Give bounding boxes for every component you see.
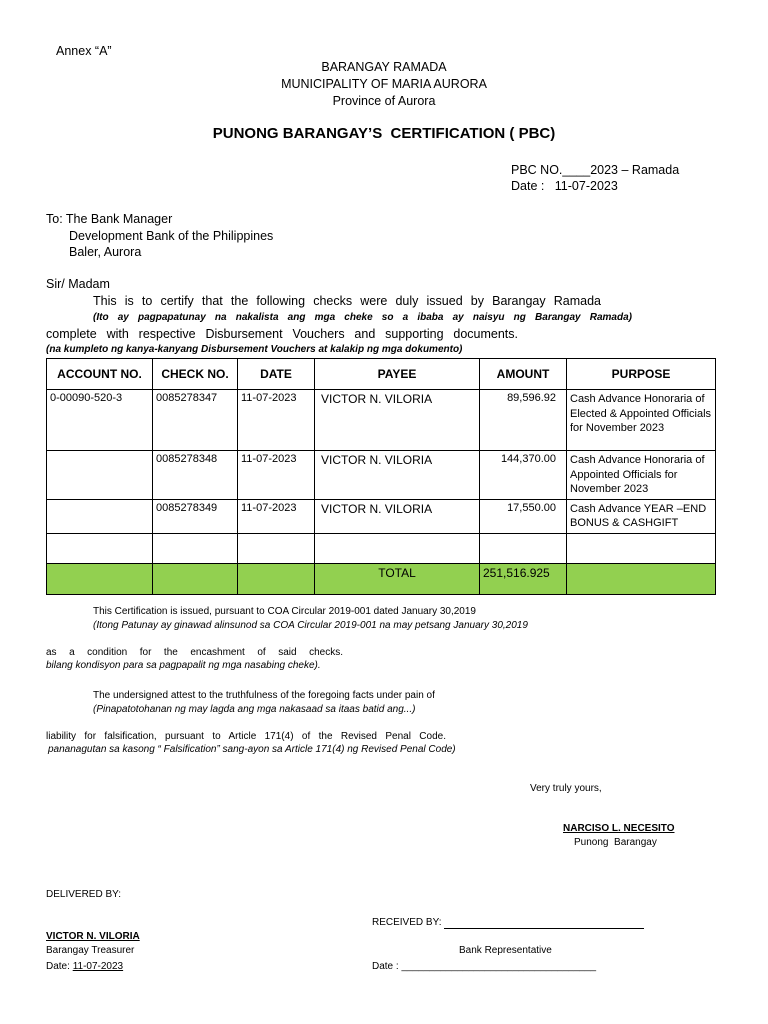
signatory-name: NARCISO L. NECESITO xyxy=(563,823,675,834)
deliverer-date-value: 11-07-2023 xyxy=(72,961,124,972)
header-date: DATE xyxy=(238,359,315,390)
note-1-translation: (Itong Patunay ay ginawad alinsunod sa COA Circular 2019-001 na may petsang January 30,2019 xyxy=(93,620,528,631)
cell-date: 11-07-2023 xyxy=(238,451,315,500)
deliverer-name: VICTOR N. VILORIA xyxy=(46,931,140,942)
header-amount: AMOUNT xyxy=(480,359,567,390)
table-total-row xyxy=(47,563,716,594)
table-row xyxy=(47,390,716,451)
received-signature-line xyxy=(444,928,644,929)
checks-table xyxy=(46,358,716,595)
deliverer-title: Barangay Treasurer xyxy=(46,945,135,956)
header-purpose: PURPOSE xyxy=(567,359,716,390)
cell-purpose: Cash Advance YEAR –END BONUS & CASHGIFT xyxy=(567,499,716,533)
note-3: The undersigned attest to the truthfulness of the foregoing facts under pain of xyxy=(93,690,435,701)
note-3-translation: (Pinapatotohanan ng may lagda ang mga nakasaad sa itaas batid ang...) xyxy=(93,704,416,715)
cell-check: 0085278349 xyxy=(153,499,238,533)
table-row xyxy=(47,499,716,533)
header-municipality: MUNICIPALITY OF MARIA AURORA xyxy=(281,77,487,91)
cell-date: 11-07-2023 xyxy=(238,499,315,533)
cell-account: 0-00090-520-3 xyxy=(47,390,153,451)
date-value: 11-07-2023 xyxy=(554,179,618,193)
total-value: 251,516.925 xyxy=(480,563,567,594)
total-label: TOTAL xyxy=(315,563,480,594)
cell-amount: 144,370.00 xyxy=(480,451,567,500)
salutation: Sir/ Madam xyxy=(46,277,110,291)
bank-representative-label: Bank Representative xyxy=(459,945,552,956)
body-line-2: complete with respective Disbursement Vouchers and supporting documents. xyxy=(46,327,518,341)
header-payee: PAYEE xyxy=(315,359,480,390)
valediction: Very truly yours, xyxy=(530,783,602,794)
body-line-1-translation: (Ito ay pagpapatunay na nakalista ang mga cheke so a ibaba ay naisyu ng Barangay Ramada) xyxy=(93,312,632,323)
note-4-translation: pananagutan sa kasong “ Falsification” sang-ayon sa Article 171(4) ng Revised Penal Code) xyxy=(48,744,456,755)
header-account-no: ACCOUNT NO. xyxy=(47,359,153,390)
body-line-1: This is to certify that the following checks were duly issued by Barangay Ramada xyxy=(93,294,601,308)
note-4: liability for falsification, pursuant to Article 171(4) of the Revised Penal Code. xyxy=(46,731,446,742)
addressee-location: Baler, Aurora xyxy=(69,245,142,259)
note-1: This Certification is issued, pursuant to COA Circular 2019-001 dated January 30,2019 xyxy=(93,606,476,617)
received-date: Date : ___________________________________ xyxy=(372,961,597,972)
cell-purpose: Cash Advance Honoraria of Elected & Appointed Officials for November 2023 xyxy=(567,390,716,451)
cell-amount: 17,550.00 xyxy=(480,499,567,533)
date-label: Date : xyxy=(511,179,545,193)
cell-amount: 89,596.92 xyxy=(480,390,567,451)
body-line-2-translation: (na kumpleto ng kanya-kanyang Disbursement Vouchers at kalakip ng mga dokumento) xyxy=(46,344,463,355)
cell-check: 0085278348 xyxy=(153,451,238,500)
deliverer-date-label: Date: xyxy=(46,961,70,972)
table-row-empty xyxy=(47,533,716,563)
table-header-row xyxy=(47,359,716,390)
cell-account xyxy=(47,499,153,533)
deliverer-date xyxy=(46,961,123,972)
addressee-bank: Development Bank of the Philippines xyxy=(69,229,274,243)
note-2: as a condition for the encashment of said checks. xyxy=(46,647,343,658)
signatory-title: Punong Barangay xyxy=(574,837,657,848)
cell-check: 0085278347 xyxy=(153,390,238,451)
table-row xyxy=(47,451,716,500)
cell-payee: VICTOR N. VILORIA xyxy=(315,499,480,533)
cell-purpose: Cash Advance Honoraria of Appointed Officials for November 2023 xyxy=(567,451,716,500)
pbc-number: PBC NO.____2023 – Ramada xyxy=(511,163,680,177)
document-date xyxy=(511,179,618,193)
header-province: Province of Aurora xyxy=(332,94,436,108)
cell-payee: VICTOR N. VILORIA xyxy=(315,390,480,451)
note-2-translation: bilang kondisyon para sa pagpapalit ng mga nasabing cheke). xyxy=(46,660,321,671)
addressee-to: To: The Bank Manager xyxy=(46,212,173,226)
document-title: PUNONG BARANGAY’S CERTIFICATION ( PBC) xyxy=(212,125,556,142)
header-check-no: CHECK NO. xyxy=(153,359,238,390)
annex-label: Annex “A” xyxy=(56,44,112,58)
cell-account xyxy=(47,451,153,500)
cell-payee: VICTOR N. VILORIA xyxy=(315,451,480,500)
received-by-label: RECEIVED BY: xyxy=(372,917,442,928)
cell-date: 11-07-2023 xyxy=(238,390,315,451)
delivered-by-label: DELIVERED BY: xyxy=(46,889,122,900)
header-barangay: BARANGAY RAMADA xyxy=(321,60,447,74)
